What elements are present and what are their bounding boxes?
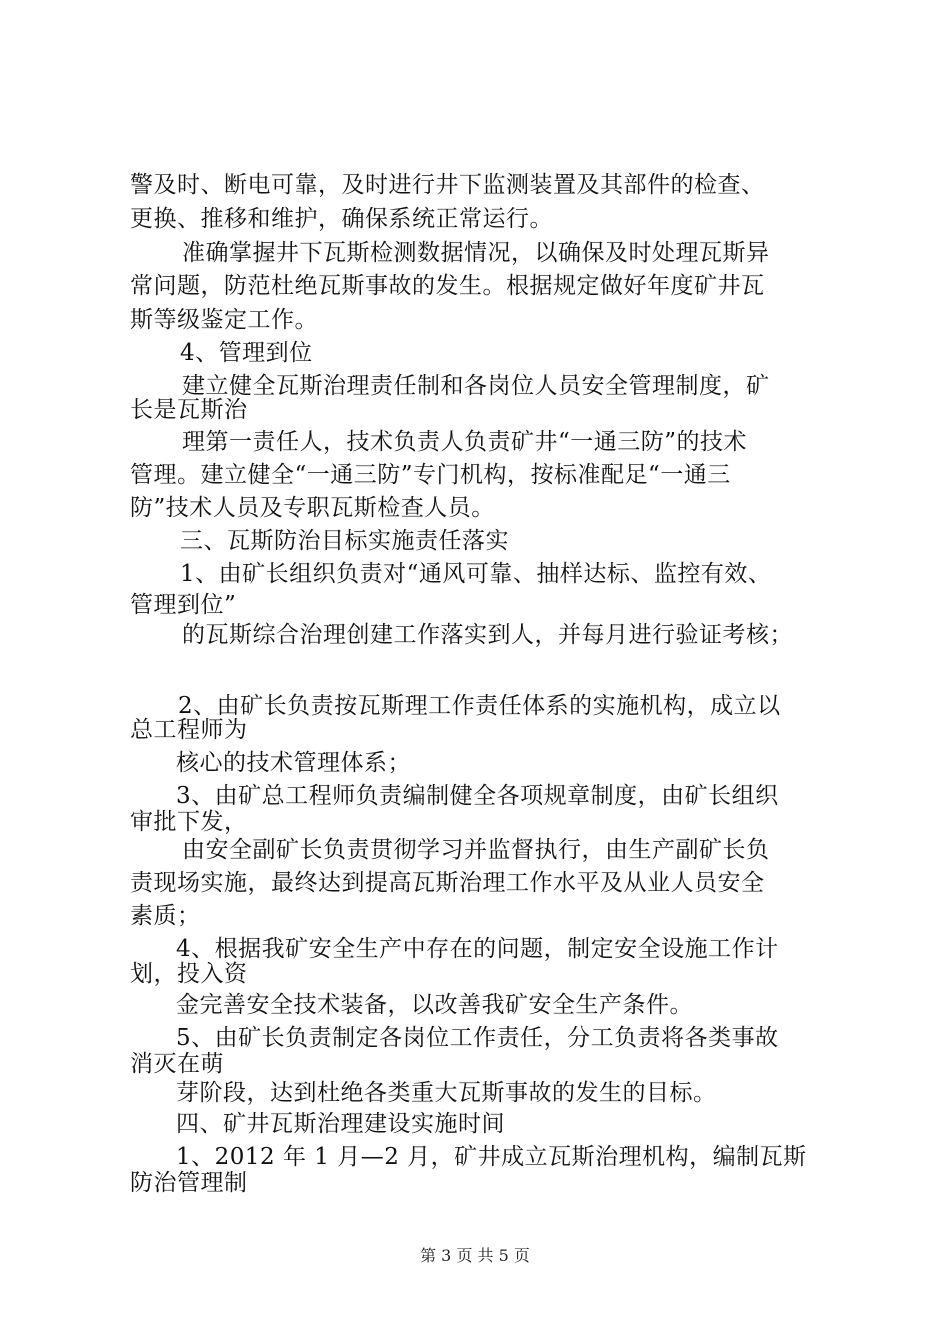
text-line: 管理。建立健全“一通三防”专门机构，按标准配足“一通三 <box>130 462 731 488</box>
text-line: 核心的技术管理体系； <box>176 750 411 776</box>
text-line: 防”技术人员及专职瓦斯检查人员。 <box>130 495 495 521</box>
page-number-footer: 第 3 页 共 5 页 <box>420 1246 530 1265</box>
text-line: 更换、推移和维护，确保系统正常运行。 <box>130 206 553 232</box>
text-line: 理第一责任人，技术负责人负责矿井“一通三防”的技术 <box>182 429 748 455</box>
text-line: 建立健全瓦斯治理责任制和各岗位人员安全管理制度，矿 <box>182 373 770 399</box>
text-line: 责现场实施，最终达到提高瓦斯治理工作水平及从业人员安全 <box>130 870 765 896</box>
section-heading: 三、瓦斯防治目标实施责任落实 <box>180 528 509 554</box>
text-line: 芽阶段，达到杜绝各类重大瓦斯事故的发生的目标。 <box>176 1080 717 1106</box>
text-line: 5、由矿长负责制定各岗位工作责任，分工负责将各类事故 <box>176 1025 779 1051</box>
text-line: 消灭在萌 <box>130 1051 224 1077</box>
section-heading: 4、管理到位 <box>180 340 313 366</box>
text-line: 常问题，防范杜绝瓦斯事故的发生。根据规定做好年度矿井瓦 <box>130 273 765 299</box>
text-line: 4、根据我矿安全生产中存在的问题，制定安全设施工作计 <box>176 936 779 962</box>
text-line: 总工程师为 <box>130 717 248 743</box>
text-line: 斯等级鉴定工作。 <box>130 307 318 333</box>
text-line: 的瓦斯综合治理创建工作落实到人，并每月进行验证考核； <box>182 622 793 648</box>
text-line: 准确掌握井下瓦斯检测数据情况，以确保及时处理瓦斯异 <box>182 240 770 266</box>
text-line: 2、由矿长负责按瓦斯理工作责任体系的实施机构，成立以 <box>178 693 781 719</box>
text-line: 3、由矿总工程师负责编制健全各项规章制度，由矿长组织 <box>176 783 779 809</box>
text-line: 警及时、断电可靠，及时进行井下监测装置及其部件的检查、 <box>130 172 765 198</box>
text-line: 1、2012 年 1 月—2 月，矿井成立瓦斯治理机构，编制瓦斯 <box>176 1144 807 1170</box>
text-line: 金完善安全技术装备，以改善我矿安全生产条件。 <box>176 992 693 1018</box>
text-line: 素质； <box>130 903 201 929</box>
text-line: 管理到位” <box>130 592 237 618</box>
text-line: 长是瓦斯治 <box>130 397 248 423</box>
text-line: 划，投入资 <box>130 961 248 987</box>
text-line: 防治管理制 <box>130 1170 248 1196</box>
section-heading: 四、矿井瓦斯治理建设实施时间 <box>176 1111 505 1137</box>
text-line: 由安全副矿长负责贯彻学习并监督执行，由生产副矿长负 <box>182 837 770 863</box>
text-line: 审批下发， <box>130 809 248 835</box>
text-line: 1、由矿长组织负责对“通风可靠、抽样达标、监控有效、 <box>180 561 772 587</box>
